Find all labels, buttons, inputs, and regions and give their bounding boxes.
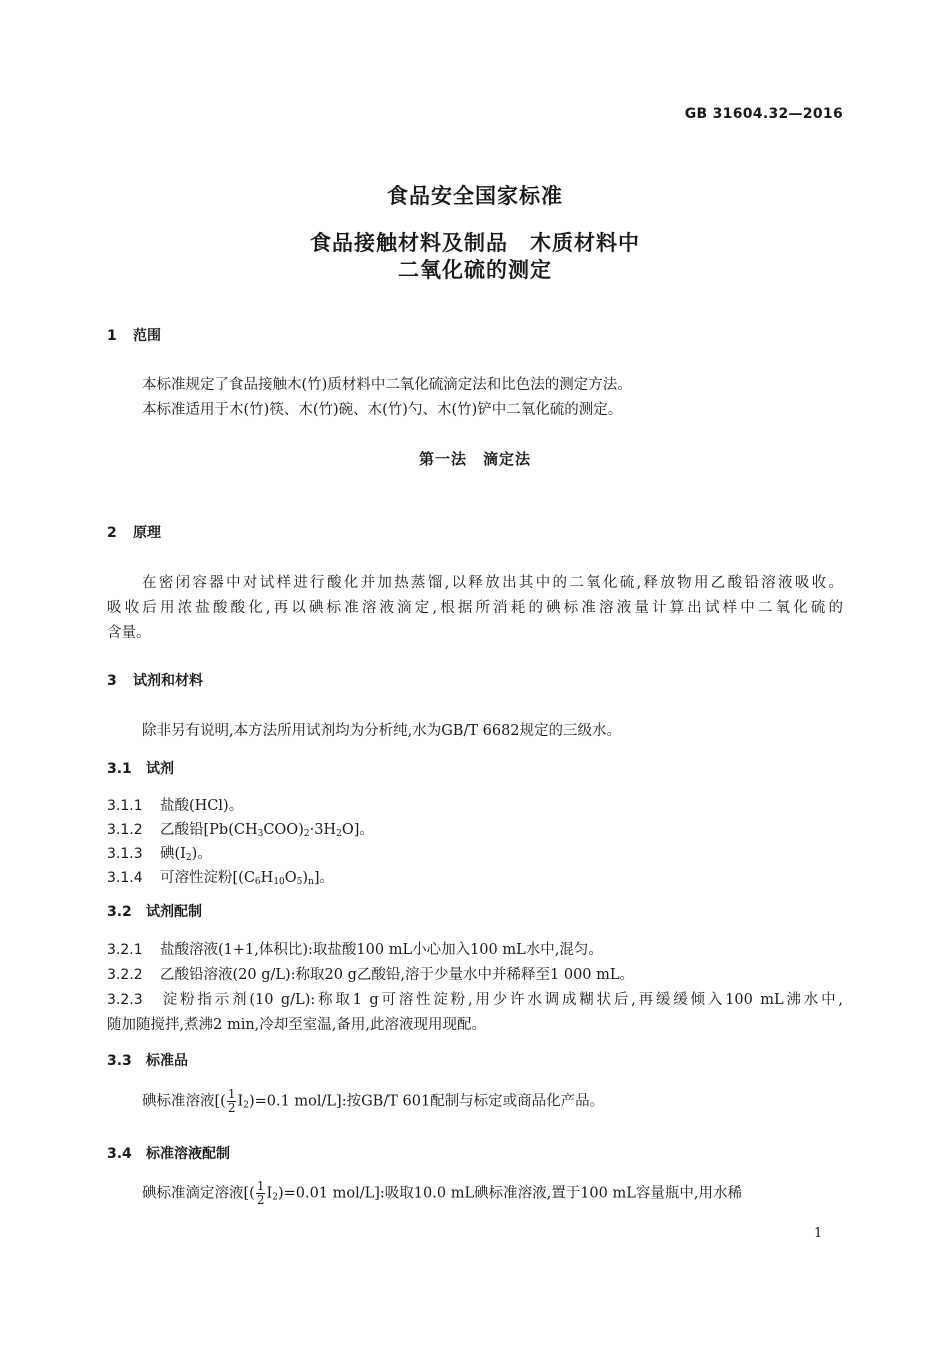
section-title: 试剂配制 — [146, 904, 202, 920]
section-3-2-heading — [107, 901, 202, 921]
fraction: $\frac{1}{2}$ — [256, 1179, 265, 1207]
principle-line-2: 吸收后用浓盐酸酸化,再以碘标准溶液滴定,根据所消耗的碘标准溶液量计算出试样中二氧化硫的 — [107, 600, 843, 616]
section-1-heading — [107, 325, 161, 345]
section-3-heading — [107, 670, 203, 690]
section-title: 标准溶液配制 — [146, 1146, 230, 1162]
scope-paragraph-1: 本标准规定了食品接触木(竹)质材料中二氧化硫滴定法和比色法的测定方法。 — [142, 377, 632, 393]
scope-paragraph-2: 本标准适用于木(竹)筷、木(竹)碗、木(竹)勺、木(竹)铲中二氧化硫的测定。 — [142, 402, 623, 418]
section-3-3-heading — [107, 1050, 188, 1070]
reagent-item-3-1-1: 3.1.1 盐酸(HCl)。 — [107, 798, 244, 814]
reagent-item-3-1-2: 3.1.2 乙酸铅$[Pb(CH_3COO)_2\cdot 3H_2O]$。 — [107, 822, 374, 839]
reagents-intro: 除非另有说明,本方法所用试剂均为分析纯,水为GB/T 6682规定的三级水。 — [142, 723, 622, 739]
section-title: 标准品 — [146, 1053, 188, 1069]
section-number: 2 — [107, 525, 117, 541]
section-3-1-heading — [107, 758, 174, 778]
section-number: 3.2 — [107, 904, 132, 920]
standard-substance-paragraph: 碘标准溶液[( $\frac{1}{2}$ $I_2)=0.1$ mol/L]:按GB/T 601配制与标定或商品化产品。 — [142, 1087, 605, 1115]
principle-line-3: 含量。 — [107, 625, 151, 641]
section-number: 1 — [107, 328, 117, 344]
section-title: 范围 — [133, 328, 161, 344]
section-2-heading — [107, 522, 161, 542]
prep-item-3-2-3: 3.2.3 淀粉指示剂(10 g/L):称取1 g可溶性淀粉,用少许水调成糊状后,再缓缓倾入100 mL沸水中, — [107, 992, 843, 1008]
reagent-item-3-1-3: 3.1.3 碘$(I_2)$。 — [107, 846, 212, 863]
method-heading: 第一法 滴定法 — [418, 450, 531, 468]
prep-item-3-2-1: 3.2.1 盐酸溶液(1+1,体积比):取盐酸100 mL小心加入100 mL水中,混匀。 — [107, 942, 603, 958]
section-title: 试剂 — [146, 761, 174, 777]
reagent-item-3-1-4: 3.1.4 可溶性淀粉$[(C_6H_{10}O_5)_n]$。 — [107, 870, 335, 887]
page-number: 1 — [814, 1226, 823, 1241]
standard-solution-paragraph: 碘标准滴定溶液[( $\frac{1}{2}$ $I_2)=0.01$ mol/L]:吸取10.0 mL碘标准溶液,置于100 mL容量瓶中,用水稀 — [142, 1179, 742, 1207]
standard-code: GB 31604.32—2016 — [684, 106, 843, 122]
section-number: 3.1 — [107, 761, 132, 777]
section-title: 原理 — [133, 525, 161, 541]
principle-line-1: 在密闭容器中对试样进行酸化并加热蒸馏,以释放出其中的二氧化硫,释放物用乙酸铅溶液吸收。 — [142, 575, 843, 591]
section-number: 3 — [107, 673, 117, 689]
title-line-1: 食品安全国家标准 — [387, 184, 563, 208]
section-3-4-heading — [107, 1143, 230, 1163]
title-line-2: 食品接触材料及制品 木质材料中 — [310, 231, 640, 255]
prep-item-3-2-3-cont: 随加随搅拌,煮沸2 min,冷却至室温,备用,此溶液现用现配。 — [107, 1017, 486, 1033]
prep-item-3-2-2: 3.2.2 乙酸铅溶液(20 g/L):称取20 g乙酸铅,溶于少量水中并稀释至1 000 mL。 — [107, 967, 635, 983]
fraction: $\frac{1}{2}$ — [227, 1087, 236, 1115]
section-number: 3.4 — [107, 1146, 132, 1162]
section-number: 3.3 — [107, 1053, 132, 1069]
title-line-3: 二氧化硫的测定 — [398, 258, 552, 282]
section-title: 试剂和材料 — [133, 673, 203, 689]
